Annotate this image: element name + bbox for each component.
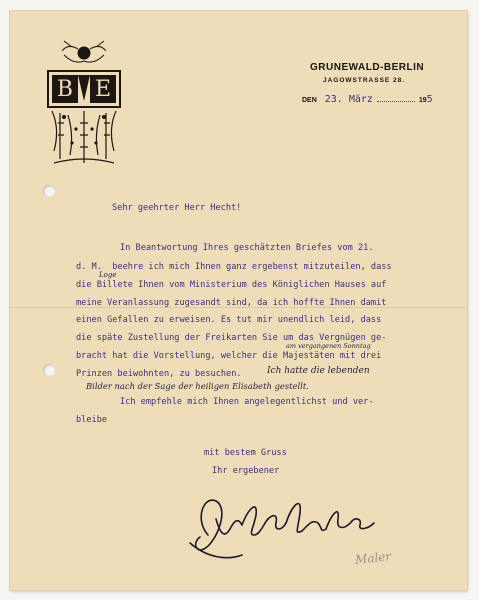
date-line: [302, 93, 433, 105]
date-typed: 23. März: [324, 94, 373, 105]
punch-hole-top: [43, 185, 55, 197]
closing-greeting: mit bestem Gruss: [204, 448, 287, 458]
body-line: Ich empfehle mich Ihnen angelegentlichst und ver-: [120, 397, 374, 407]
body-line: In Beantwortung Ihres geschätzten Briefes vom 21.: [120, 243, 374, 253]
body-line: einen Gefallen zu erweisen. Es tut mir unendlich leid, dass: [76, 315, 382, 325]
body-line: d. M. beehre ich mich Ihnen ganz ergebenst mitzuteilen, dass: [76, 262, 392, 272]
body-line: die späte Zustellung der Freikarten Sie um das Vergnügen ge-: [76, 333, 387, 343]
body-line: die Billete Ihnen vom Ministerium des Königlichen Hauses auf: [76, 280, 387, 290]
letterhead-logo: [34, 39, 134, 169]
body-line: bleibe: [76, 415, 108, 425]
body-line: meine Veranlassung zugesandt sind, da ich hoffte Ihnen damit: [76, 298, 387, 308]
salutation: Sehr geehrter Herr Hecht!: [112, 203, 242, 213]
monogram-right: E: [94, 77, 112, 102]
body-line: bracht hat die Vorstellung, welcher die Majestäten mit drei: [76, 351, 382, 361]
insertion-date: am vergangenen Sonntag: [286, 342, 371, 350]
letterhead-street: JAGOWSTRASSE 28.: [323, 77, 406, 84]
postscript-line-1: Ich hatte die lebenden: [267, 366, 370, 376]
date-dots: [377, 93, 415, 102]
year-suffix: 5: [426, 94, 433, 105]
insertion-loge: Loge: [99, 271, 117, 279]
pencil-note: Maler: [354, 549, 392, 567]
letterhead-city: GRUNEWALD-BERLIN: [310, 62, 425, 73]
letter-sheet: [10, 11, 467, 590]
postscript-line-2: Bilder nach der Sage der heiligen Elisabeth gestellt.: [86, 381, 309, 391]
body-line: Prinzen beiwohnten, zu besuchen.: [76, 369, 242, 379]
closing-signoff: Ihr ergebener: [212, 466, 280, 476]
year-prefix: 19: [418, 97, 427, 104]
punch-hole-bottom: [43, 364, 55, 376]
date-prefix: DEN: [302, 97, 317, 104]
monogram-left: B: [56, 77, 74, 102]
